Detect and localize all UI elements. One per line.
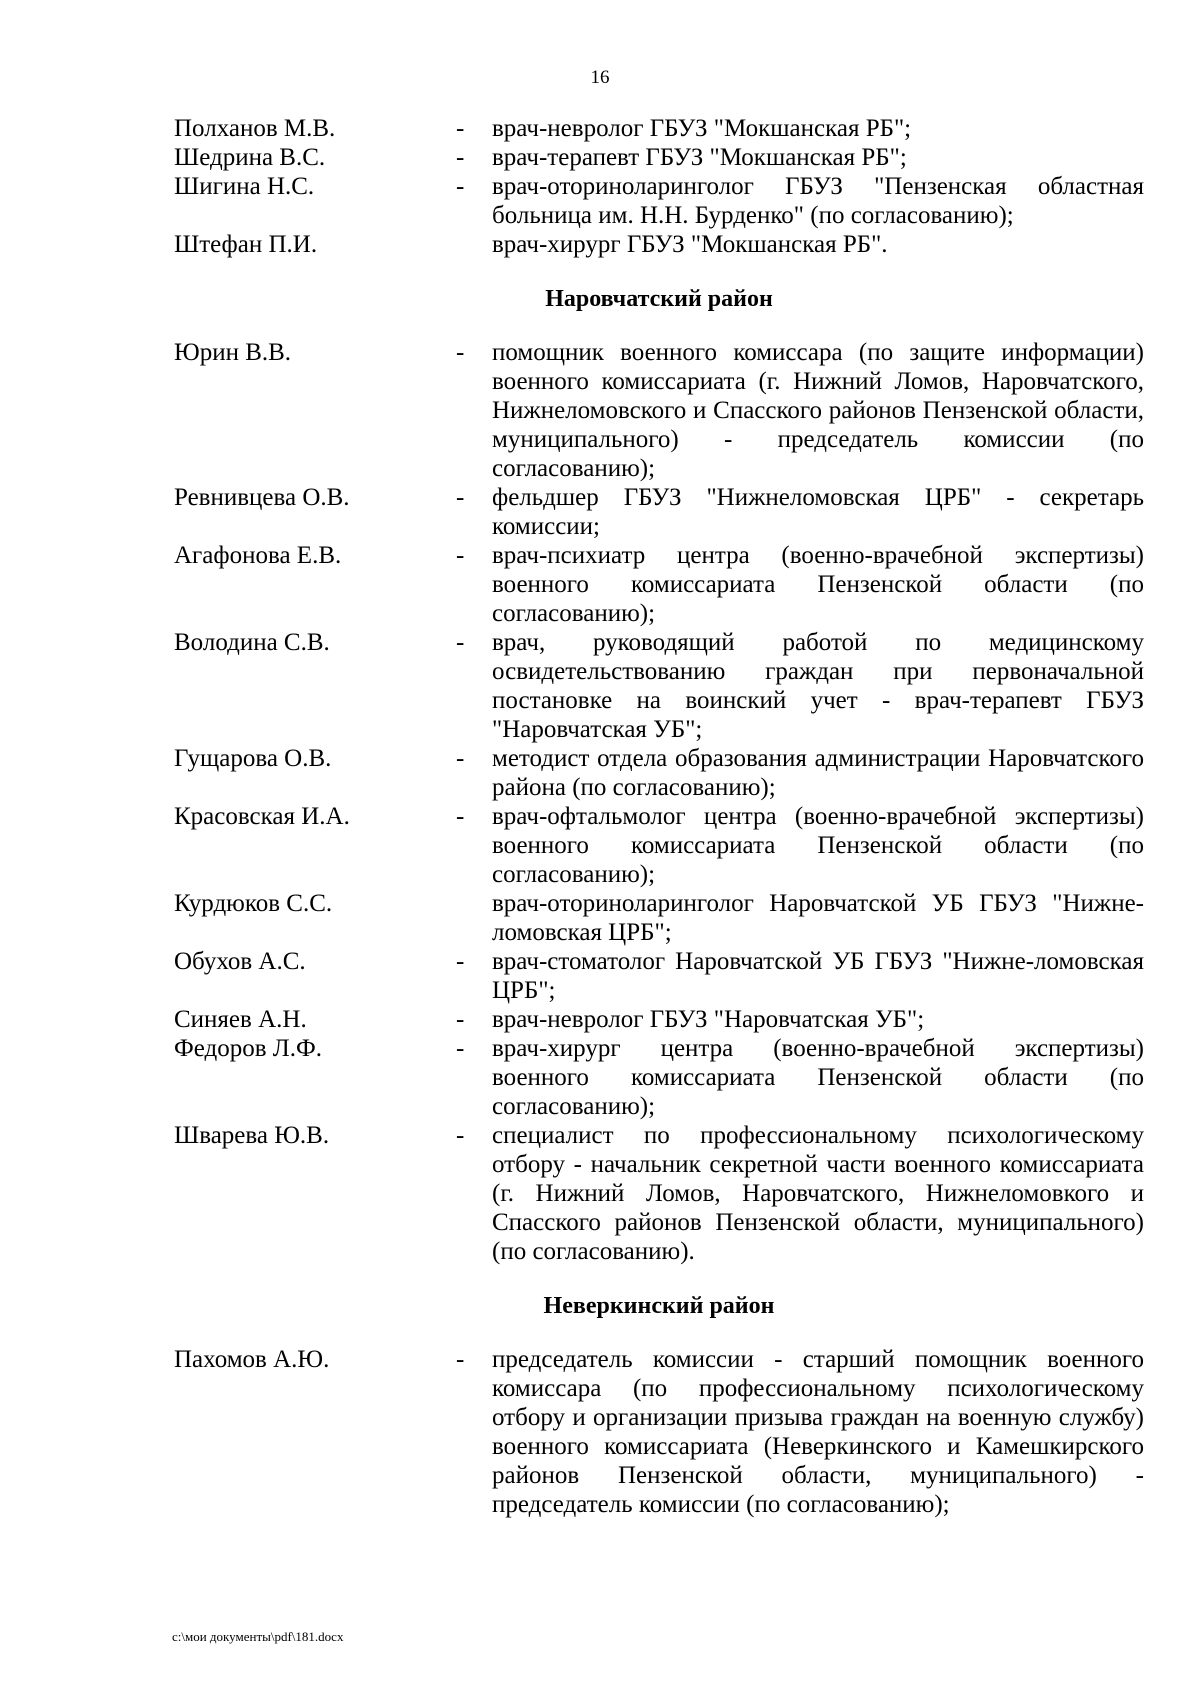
member-name: Агафонова Е.В. (174, 542, 342, 569)
list-item (174, 1005, 1144, 1034)
dash-separator: - (456, 803, 465, 830)
member-position: врач, руководящий работой по медицинскому освидетельствованию граждан при первоначальной постановке на воинский учет - врач-терапевт ГБУЗ "Наровчатская УБ"; (492, 629, 1144, 743)
member-name: Синяев А.Н. (174, 1006, 307, 1033)
member-name: Обухов А.С. (174, 948, 306, 975)
member-position: врач-терапевт ГБУЗ "Мокшанская РБ"; (492, 144, 907, 171)
member-name: Федоров Л.Ф. (174, 1035, 322, 1062)
dash-separator: - (456, 542, 465, 569)
member-name: Шигина Н.С. (174, 173, 315, 200)
list-item (174, 172, 1144, 230)
member-name: Ревнивцева О.В. (174, 484, 350, 511)
member-name: Шварева Ю.В. (174, 1122, 330, 1149)
dash-separator: - (456, 339, 465, 366)
member-position: врач-невролог ГБУЗ "Наровчатская УБ"; (492, 1006, 925, 1033)
section-neverkinsky (174, 1292, 1144, 1519)
section-heading: Неверкинский район (543, 1293, 775, 1319)
file-path-footer: c:\мои документы\pdf\181.docx (172, 1629, 344, 1644)
dash-separator: - (456, 173, 465, 200)
dash-separator: - (456, 745, 465, 772)
member-position: методист отдела образования администрации Наровчатского района (по согласованию); (492, 745, 1144, 801)
member-position: врач-невролог ГБУЗ "Мокшанская РБ"; (492, 115, 912, 142)
list-item (174, 1345, 1144, 1519)
member-position: специалист по профессиональному психологическому отбору - начальник секретной части военного комиссариата (г. Нижний Ломов, Наровчатского, Нижнеломовкого и Спасского районов Пензенской области, муниципального) (по согласованию). (492, 1122, 1144, 1265)
member-position: председатель комиссии - старший помощник военного комиссара (по профессиональному психологическому отбору и организации призыва граждан на военную службу) военного комиссариата (Неверкинского и Камешкирского районов Пензенской области, муниципального) - председатель комиссии (по согласованию); (492, 1346, 1144, 1518)
member-name: Пахомов А.Ю. (174, 1346, 330, 1373)
member-name: Гущарова О.В. (174, 745, 332, 772)
dash-separator: - (456, 1122, 465, 1149)
member-position: врач-офтальмолог центра (военно-врачебной экспертизы) военного комиссариата Пензенской области (по согласованию); (492, 803, 1144, 888)
dash-separator: - (456, 115, 465, 142)
member-name: Курдюков С.С. (174, 890, 333, 917)
member-position: помощник военного комиссара (по защите информации) военного комиссариата (г. Нижний Ломов, Наровчатского, Нижнеломовского и Спасского районов Пензенской области, муниципального) - председатель комиссии (по согласованию); (492, 339, 1144, 482)
member-name: Шедрина В.С. (174, 144, 326, 171)
dash-separator: - (456, 1006, 465, 1033)
list-item (174, 744, 1144, 802)
section-narovchatsky (174, 285, 1144, 1266)
list-item (174, 889, 1144, 947)
member-position: врач-хирург центра (военно-врачебной экспертизы) военного комиссариата Пензенской области (по согласованию); (492, 1035, 1144, 1120)
member-name: Полханов М.В. (174, 115, 336, 142)
member-name: Красовская И.А. (174, 803, 350, 830)
list-item (174, 541, 1144, 628)
list-item (174, 483, 1144, 541)
list-item (174, 628, 1144, 744)
dash-separator: - (456, 629, 465, 656)
member-name: Штефан П.И. (174, 231, 318, 258)
document-body (174, 114, 1144, 1519)
list-item (174, 143, 1144, 172)
member-name: Володина С.В. (174, 629, 330, 656)
member-position: врач-стоматолог Наровчатской УБ ГБУЗ "Нижне-ломовская ЦРБ"; (492, 948, 1144, 1004)
list-item (174, 338, 1144, 483)
member-position: врач-оториноларинголог ГБУЗ "Пензенская областная больница им. Н.Н. Бурденко" (по согласованию); (492, 173, 1144, 229)
section-heading: Наровчатский район (545, 286, 773, 312)
member-name: Юрин В.В. (174, 339, 292, 366)
dash-separator: - (456, 1035, 465, 1062)
list-item (174, 947, 1144, 1005)
list-item (174, 1121, 1144, 1266)
dash-separator: - (456, 144, 465, 171)
dash-separator: - (456, 1346, 465, 1373)
dash-separator: - (456, 484, 465, 511)
member-position: врач-оториноларинголог Наровчатской УБ ГБУЗ "Нижне-ломовская ЦРБ"; (492, 890, 1144, 946)
list-item (174, 114, 1144, 143)
dash-separator: - (456, 948, 465, 975)
list-item (174, 230, 1144, 259)
member-position: фельдшер ГБУЗ "Нижнеломовская ЦРБ" - секретарь комиссии; (492, 484, 1144, 540)
page-number: 16 (590, 67, 610, 88)
member-position: врач-психиатр центра (военно-врачебной экспертизы) военного комиссариата Пензенской области (по согласованию); (492, 542, 1144, 627)
list-item (174, 1034, 1144, 1121)
member-position: врач-хирург ГБУЗ "Мокшанская РБ". (492, 231, 888, 258)
section-mokshansky-continuation (174, 114, 1144, 259)
list-item (174, 802, 1144, 889)
